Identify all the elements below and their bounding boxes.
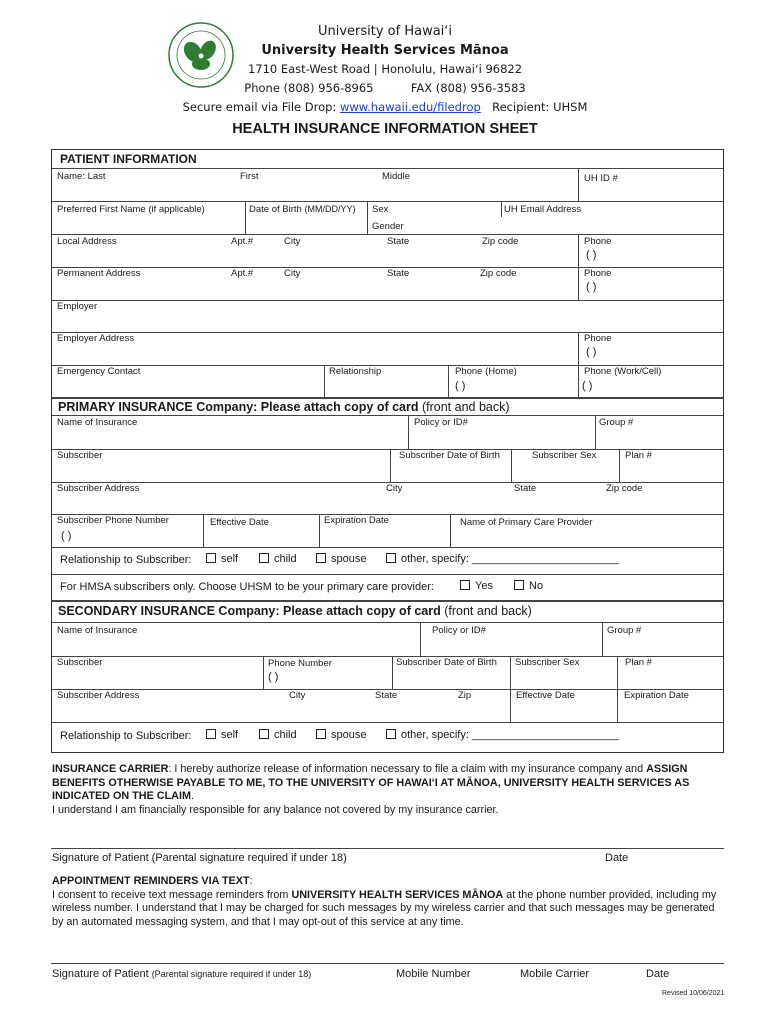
primary-sub-phone-paren: ( ) — [61, 530, 72, 542]
secondary-other-checkbox[interactable]: other, specify: ________________________ — [386, 729, 619, 741]
patient-info-heading: PATIENT INFORMATION — [60, 152, 197, 166]
letterhead — [0, 22, 770, 117]
university-name: University of Hawaiʻi — [317, 24, 453, 39]
perm-state-label: State — [387, 268, 410, 279]
mobile-carrier-label: Mobile Carrier — [520, 968, 590, 980]
dob-label: Date of Birth (MM/DD/YY) — [249, 204, 356, 215]
primary-sub-dob-label: Subscriber Date of Birth — [399, 450, 500, 461]
perm-phone-label: Phone — [584, 268, 612, 279]
filedrop-link[interactable]: www.hawaii.edu/filedrop — [339, 100, 481, 114]
sex-label: Sex — [372, 204, 389, 215]
secondary-group-label: Group # — [607, 625, 642, 636]
relationship-label: Relationship — [329, 366, 382, 377]
recipient: Recipient: UHSM — [492, 100, 588, 114]
signature-line-1[interactable] — [51, 848, 724, 849]
secondary-plan-label: Plan # — [625, 657, 652, 668]
primary-name-label: Name of Insurance — [57, 417, 138, 428]
mobile-number-label: Mobile Number — [396, 968, 471, 980]
local-phone-label: Phone — [584, 236, 612, 247]
page-title: HEALTH INSURANCE INFORMATION SHEET — [232, 121, 538, 137]
secondary-subscriber-label: Subscriber — [57, 657, 103, 668]
secondary-city-label: City — [289, 690, 306, 701]
primary-group-label: Group # — [599, 417, 634, 428]
signature-2-label: Signature of Patient (Parental signature required if under 18) — [52, 968, 312, 980]
primary-self-checkbox[interactable]: self — [206, 553, 238, 565]
employer-address-label: Employer Address — [57, 333, 135, 344]
primary-plan-label: Plan # — [625, 450, 652, 461]
secondary-spouse-checkbox[interactable]: spouse — [316, 729, 366, 741]
local-apt-label: Apt.# — [231, 236, 254, 247]
primary-relationship-label: Relationship to Subscriber: — [60, 554, 192, 566]
secondary-name-label: Name of Insurance — [57, 625, 138, 636]
permanent-address-label: Permanent Address — [57, 268, 141, 279]
address: 1710 East-West Road | Honolulu, Hawaiʻi 96822 — [247, 62, 523, 76]
appointment-reminders-paragraph: APPOINTMENT REMINDERS VIA TEXT: I consent to receive text message reminders from UNIVERSITY HEALTH SERVICES MĀNOA at the phone number provided, including my wireless number. I understand that I may be charged for such messages by my wireless carrier and that such messages may be generated by an automated messaging system, and that I may opt-out of this service at any time. — [52, 875, 717, 928]
fax-number: FAX (808) 956-3583 — [410, 81, 526, 95]
middle-label: Middle — [382, 171, 410, 182]
insurance-carrier-paragraph: INSURANCE CARRIER: I hereby authorize release of information necessary to file a claim with my insurance company and ASSIGN BENEFITS OTHERWISE PAYABLE TO ME, TO THE UNIVERSITY OF HAWAIʻI AT MĀNOA, UNIVERSITY HEALTH SERVICES AS INDICATED ON THE CLAIM. I understand I am financially responsible for any balance not covered by my insurance carrier. — [52, 763, 690, 816]
primary-state-label: State — [514, 483, 537, 494]
local-phone-paren: ( ) — [586, 249, 597, 261]
local-state-label: State — [387, 236, 410, 247]
hmsa-no-checkbox[interactable]: No — [514, 580, 543, 592]
secondary-zip-label: Zip — [458, 690, 472, 701]
name-last-label: Name: Last — [57, 171, 106, 182]
secondary-expiration-label: Expiration Date — [624, 690, 689, 701]
hmsa-question: For HMSA subscribers only. Choose UHSM to be your primary care provider: — [60, 581, 434, 593]
primary-sub-address-label: Subscriber Address — [57, 483, 140, 494]
phone-number: Phone (808) 956-8965 — [244, 81, 374, 95]
secondary-policy-label: Policy or ID# — [432, 625, 486, 636]
primary-effective-label: Effective Date — [210, 517, 269, 528]
primary-child-checkbox[interactable]: child — [259, 553, 297, 565]
secondary-self-checkbox[interactable]: self — [206, 729, 238, 741]
primary-expiration-label: Expiration Date — [324, 515, 389, 526]
insurance-form — [51, 149, 724, 753]
perm-apt-label: Apt.# — [231, 268, 254, 279]
uh-id-label: UH ID # — [584, 173, 618, 184]
preferred-name-label: Preferred First Name (if applicable) — [57, 204, 205, 215]
secondary-sub-address-label: Subscriber Address — [57, 690, 140, 701]
primary-zip-label: Zip code — [606, 483, 643, 494]
primary-sub-sex-label: Subscriber Sex — [532, 450, 597, 461]
perm-city-label: City — [284, 268, 301, 279]
secure-email-line — [0, 98, 770, 117]
first-label: First — [240, 171, 259, 182]
primary-spouse-checkbox[interactable]: spouse — [316, 553, 366, 565]
emergency-contact-label: Emergency Contact — [57, 366, 141, 377]
secondary-insurance-heading: SECONDARY INSURANCE Company: Please attach copy of card (front and back) — [58, 604, 532, 618]
primary-pcp-label: Name of Primary Care Provider — [460, 517, 593, 528]
local-city-label: City — [284, 236, 301, 247]
signature-line-2[interactable] — [51, 963, 724, 964]
phone-home-paren: ( ) — [455, 380, 466, 392]
primary-subscriber-label: Subscriber — [57, 450, 103, 461]
phone-work-label: Phone (Work/Cell) — [584, 366, 662, 377]
secondary-phone-paren: ( ) — [268, 671, 279, 683]
secondary-sub-sex-label: Subscriber Sex — [515, 657, 580, 668]
primary-insurance-heading: PRIMARY INSURANCE Company: Please attach copy of card (front and back) — [58, 400, 510, 414]
signature-2-date-label: Date — [646, 968, 670, 980]
phone-work-paren: ( ) — [582, 380, 593, 392]
gender-label: Gender — [372, 221, 404, 232]
signature-1-label: Signature of Patient (Parental signature required if under 18) — [52, 852, 347, 864]
secondary-state-label: State — [375, 690, 398, 701]
primary-city-label: City — [386, 483, 403, 494]
employer-phone-label: Phone — [584, 333, 612, 344]
signature-1-date-label: Date — [605, 852, 629, 864]
service-name: University Health Services Mānoa — [261, 43, 509, 58]
hmsa-yes-checkbox[interactable]: Yes — [460, 580, 493, 592]
employer-phone-paren: ( ) — [586, 346, 597, 358]
email-prefix: Secure email via File Drop: — [182, 100, 337, 114]
local-address-label: Local Address — [57, 236, 117, 247]
phone-fax — [0, 79, 770, 98]
revision-date: Revised 10/06/2021 — [662, 990, 725, 997]
secondary-relationship-label: Relationship to Subscriber: — [60, 730, 192, 742]
secondary-sub-dob-label: Subscriber Date of Birth — [396, 657, 497, 668]
employer-label: Employer — [57, 301, 98, 312]
secondary-child-checkbox[interactable]: child — [259, 729, 297, 741]
secondary-effective-label: Effective Date — [516, 690, 575, 701]
primary-policy-label: Policy or ID# — [414, 417, 468, 428]
primary-sub-phone-label: Subscriber Phone Number — [57, 515, 169, 526]
primary-other-checkbox[interactable]: other, specify: ________________________ — [386, 553, 619, 565]
secondary-phone-label: Phone Number — [268, 658, 332, 669]
local-zip-label: Zip code — [482, 236, 519, 247]
uh-email-label: UH Email Address — [504, 204, 582, 215]
perm-phone-paren: ( ) — [586, 281, 597, 293]
phone-home-label: Phone (Home) — [455, 366, 517, 377]
perm-zip-label: Zip code — [480, 268, 517, 279]
